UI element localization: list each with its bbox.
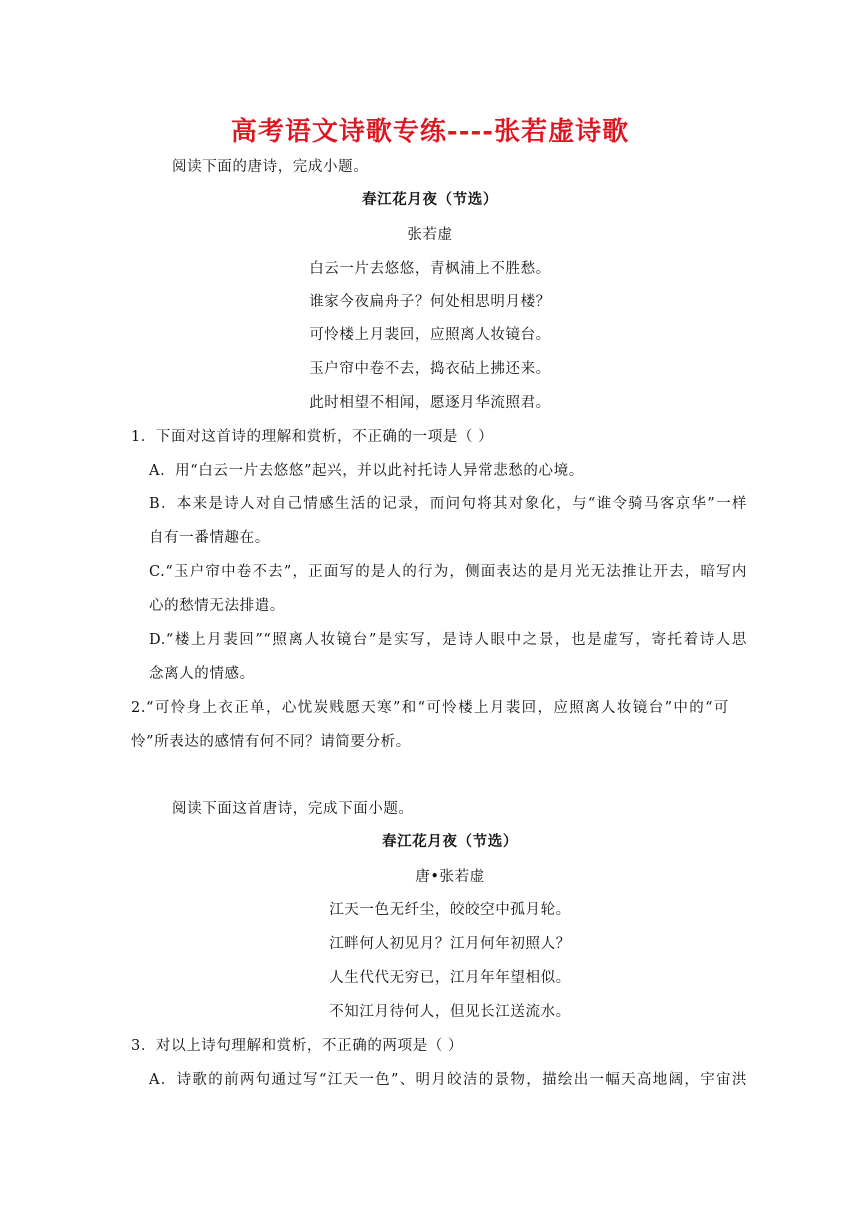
section1-poem-line: 可怜楼上月裴回，应照离人妆镜台。 bbox=[309, 327, 551, 343]
question-3-stem: 3．对以上诗句理解和赏析，不正确的两项是（ ） bbox=[131, 1038, 464, 1054]
question-1-option-c-cont: 心的愁情无法排遣。 bbox=[149, 598, 285, 614]
question-1-stem: 1．下面对这首诗的理解和赏析，不正确的一项是（ ） bbox=[131, 429, 494, 445]
question-1-option-b: B．本来是诗人对自己情感生活的记录，而问句将其对象化，与“谁令骑马客京华”一样 bbox=[149, 496, 747, 512]
section2-poem-title: 春江花月夜（节选） bbox=[382, 833, 518, 850]
question-1-option-c: C.“玉户帘中卷不去”，正面写的是人的行为，侧面表达的是月光无法推让开去，暗写内 bbox=[149, 564, 747, 580]
question-3-option-a: A．诗歌的前两句通过写“江天一色”、明月皎洁的景物，描绘出一幅天高地阔，宇宙洪 bbox=[149, 1072, 747, 1088]
question-2-stem-cont: 怜”所表达的感情有何不同？请简要分析。 bbox=[131, 734, 411, 750]
section2-poem-author: 唐•张若虚 bbox=[415, 869, 485, 885]
section1-intro: 阅读下面的唐诗，完成小题。 bbox=[172, 159, 369, 175]
section2-intro: 阅读下面这首唐诗，完成下面小题。 bbox=[172, 801, 414, 817]
question-1-option-d: D.“楼上月裴回”“照离人妆镜台”是实写，是诗人眼中之景，也是虚写，寄托着诗人思 bbox=[149, 632, 747, 648]
question-2-stem: 2.“可怜身上衣正单，心忧炭贱愿天寒”和“可怜楼上月裴回，应照离人妆镜台”中的“可 bbox=[131, 700, 729, 716]
question-1-option-a: A．用“白云一片去悠悠”起兴，并以此衬托诗人异常悲愁的心境。 bbox=[149, 463, 584, 479]
section2-poem-line: 江天一色无纤尘，皎皎空中孤月轮。 bbox=[329, 902, 571, 918]
document-title: 高考语文诗歌专练----张若虚诗歌 bbox=[230, 117, 630, 147]
section2-poem-line: 江畔何人初见月？江月何年初照人？ bbox=[329, 936, 571, 952]
question-1-option-b-cont: 自有一番情趣在。 bbox=[149, 530, 270, 546]
section1-poem-line: 此时相望不相闻，愿逐月华流照君。 bbox=[309, 395, 551, 411]
section1-poem-title: 春江花月夜（节选） bbox=[362, 191, 498, 208]
section1-poem-line: 谁家今夜扁舟子？何处相思明月楼？ bbox=[309, 294, 551, 310]
section2-poem-line: 不知江月待何人，但见长江送流水。 bbox=[329, 1004, 571, 1020]
section1-poem-line: 白云一片去悠悠，青枫浦上不胜愁。 bbox=[309, 261, 551, 277]
section1-poem-line: 玉户帘中卷不去，捣衣砧上拂还来。 bbox=[309, 361, 551, 377]
section1-poem-author: 张若虚 bbox=[407, 227, 453, 243]
section2-poem-line: 人生代代无穷已，江月年年望相似。 bbox=[329, 970, 571, 986]
question-1-option-d-cont: 念离人的情感。 bbox=[149, 666, 255, 682]
